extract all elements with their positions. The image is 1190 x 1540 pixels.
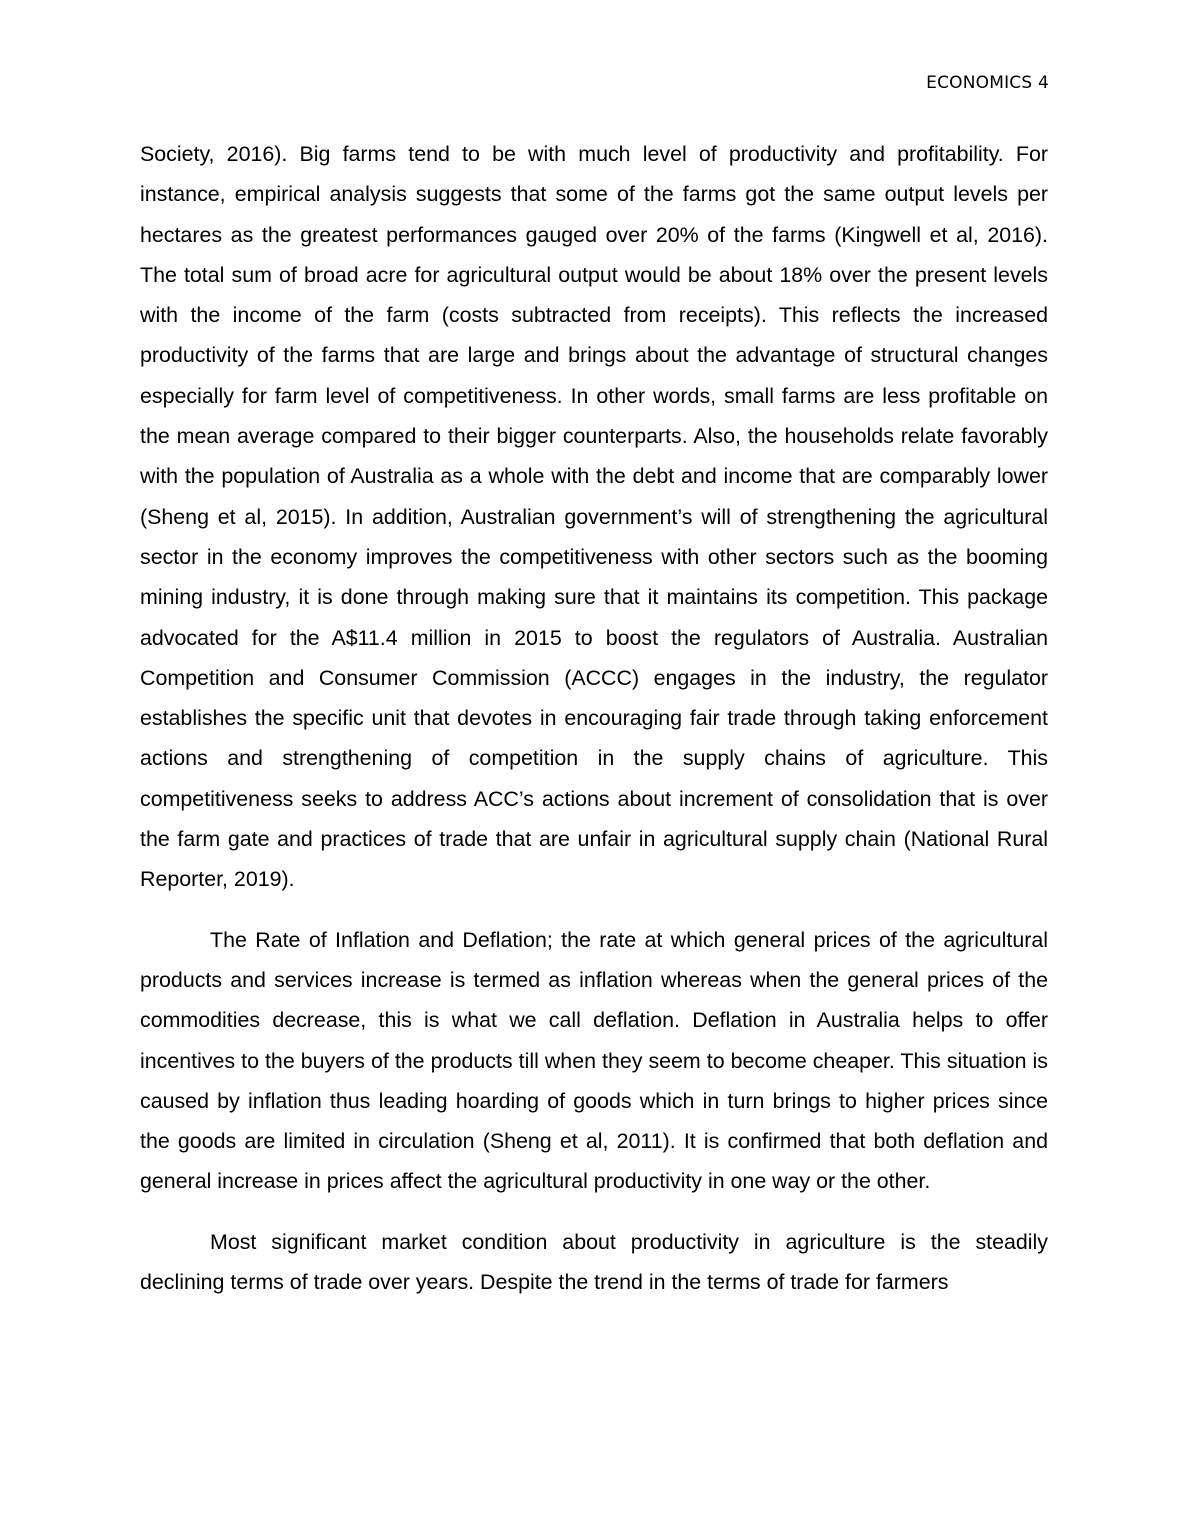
running-head: ECONOMICS 4 [926, 73, 1049, 93]
body-text [140, 134, 1048, 1302]
paragraph-continuation: Society, 2016). Big farms tend to be with much level of productivity and profitability. For instance, empirical analysis suggests that some of the farms got the same output levels per hectares as the greatest performances gauged over 20% of the farms (Kingwell et al, 2016). The total sum of broad acre for agricultural output would be about 18% over the present levels with the income of the farm (costs subtracted from receipts). This reflects the increased productivity of the farms that are large and brings about the advantage of structural changes especially for farm level of competitiveness. In other words, small farms are less profitable on the mean average compared to their bigger counterparts. Also, the households relate favorably with the population of Australia as a whole with the debt and income that are comparably lower (Sheng et al, 2015). In addition, Australian government’s will of strengthening the agricultural sector in the economy improves the competitiveness with other sectors such as the booming mining industry, it is done through making sure that it maintains its competition. This package advocated for the A$11.4 million in 2015 to boost the regulators of Australia. Australian Competition and Consumer Commission (ACCC) engages in the industry, the regulator establishes the specific unit that devotes in encouraging fair trade through taking enforcement actions and strengthening of competition in the supply chains of agriculture. This competitiveness seeks to address ACC’s actions about increment of consolidation that is over the farm gate and practices of trade that are unfair in agricultural supply chain (National Rural Reporter, 2019). [140, 142, 1048, 892]
paragraph-inflation-deflation: The Rate of Inflation and Deflation; the rate at which general prices of the agricultural products and services increase is termed as inflation whereas when the general prices of the commodities decrease, this is what we call deflation. Deflation in Australia helps to offer incentives to the buyers of the products till when they seem to become cheaper. This situation is caused by inflation thus leading hoarding of goods which in turn brings to higher prices since the goods are limited in circulation (Sheng et al, 2011). It is confirmed that both deflation and general increase in prices affect the agricultural productivity in one way or the other. [140, 927, 1048, 1194]
paragraph-terms-of-trade: Most significant market condition about productivity in agriculture is the steadily declining terms of trade over years. Despite the trend in the terms of trade for farmers [140, 1229, 1048, 1295]
